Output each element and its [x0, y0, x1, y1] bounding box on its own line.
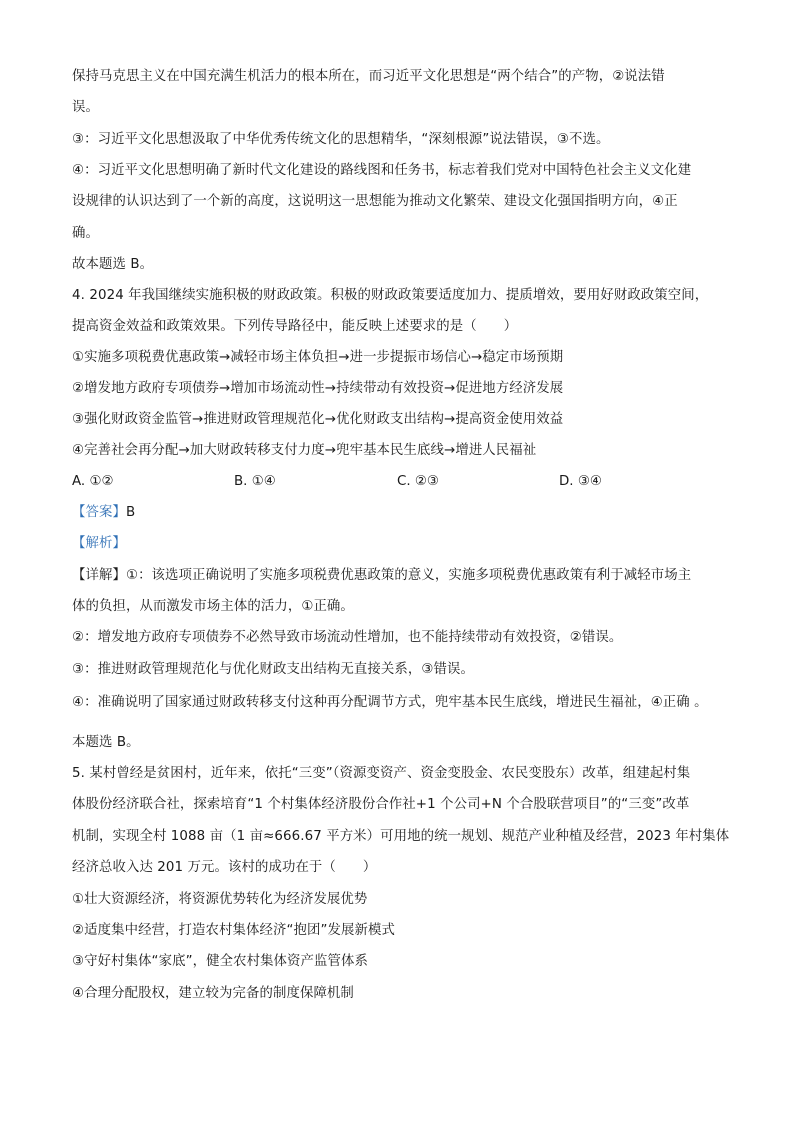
- question-5-stem: 5. 某村曾经是贫困村，近年来，依托“三变”（资源变资产、资金变股金、农民变股东）改革，组建起村集: [72, 766, 691, 781]
- detail-line: 【详解】①：该选项正确说明了实施多项税费优惠政策的意义，实施多项税费优惠政策有利于减轻市场主: [72, 568, 692, 583]
- question-5-item-1: ①壮大资源经济，将资源优势转化为经济发展优势: [72, 892, 368, 907]
- question-4-item-4: ④完善社会再分配→加大财政转移支付力度→兜牢基本民生底线→增进人民福祉: [72, 443, 537, 458]
- answer-label: 【答案】: [72, 505, 126, 520]
- detail-line: ③：推进财政管理规范化与优化财政支出结构无直接关系，③错误。: [72, 662, 474, 677]
- question-5-item-4: ④合理分配股权，建立较为完备的制度保障机制: [72, 986, 354, 1001]
- option-a: A. ①②: [72, 474, 114, 489]
- question-4-item-3: ③强化财政资金监管→推进财政管理规范化→优化财政支出结构→提高资金使用效益: [72, 412, 564, 427]
- question-4-stem: 提高资金效益和政策效果。下列传导路径中，能反映上述要求的是（ ）: [72, 319, 518, 334]
- text-line: 误。: [72, 100, 99, 115]
- text-line: ④：习近平文化思想明确了新时代文化建设的路线图和任务书，标志着我们党对中国特色社会主义文化建: [72, 163, 692, 178]
- detail-line: 体的负担，从而激发市场主体的活力，①正确。: [72, 599, 354, 614]
- question-4-item-1: ①实施多项税费优惠政策→减轻市场主体负担→进一步提振市场信心→稳定市场预期: [72, 350, 564, 365]
- question-4-item-2: ②增发地方政府专项债券→增加市场流动性→持续带动有效投资→促进地方经济发展: [72, 381, 564, 396]
- option-d: D. ③④: [559, 474, 602, 489]
- option-b: B. ①④: [234, 474, 276, 489]
- answer-line: [72, 504, 732, 522]
- analysis-label: 【解析】: [72, 536, 126, 551]
- text-line: ③：习近平文化思想汲取了中华优秀传统文化的思想精华，“深刻根源”说法错误，③不选。: [72, 132, 610, 147]
- detail-line: ②：增发地方政府专项债券不必然导致市场流动性增加，也不能持续带动有效投资，②错误。: [72, 630, 623, 645]
- question-5-item-3: ③守好村集体“家底”，健全农村集体资产监管体系: [72, 954, 368, 969]
- question-5-item-2: ②适度集中经营，打造农村集体经济“抱团”发展新模式: [72, 923, 395, 938]
- question-5-stem: 机制，实现全村 1088 亩（1 亩≈666.67 平方米）可用地的统一规划、规范产业种植及经营，2023 年村集体: [72, 829, 730, 844]
- question-5-stem: 经济总收入达 201 万元。该村的成功在于（ ）: [72, 860, 377, 875]
- text-line: 确。: [72, 226, 99, 241]
- text-line: 设规律的认识达到了一个新的高度，这说明这一思想能为推动文化繁荣、建设文化强国指明方向，④正: [72, 194, 678, 209]
- text-line: 保持马克思主义在中国充满生机活力的根本所在，而习近平文化思想是“两个结合”的产物，②说法错: [72, 69, 665, 84]
- option-c: C. ②③: [397, 474, 439, 489]
- question-5-stem: 体股份经济联合社，探索培育“1 个村集体经济股份合作社+1 个公司+N 个合股联营项目”的“三变”改革: [72, 797, 690, 812]
- detail-line: 本题选 B。: [72, 735, 140, 750]
- text-line: 故本题选 B。: [72, 257, 154, 272]
- detail-line: ④：准确说明了国家通过财政转移支付这种再分配调节方式，兜牢基本民生底线，增进民生福祉，④正确 。: [72, 695, 708, 710]
- answer-value: B: [125, 505, 136, 520]
- question-4-stem: 4. 2024 年我国继续实施积极的财政政策。积极的财政政策要适度加力、提质增效，要用好财政政策空间，: [72, 288, 709, 303]
